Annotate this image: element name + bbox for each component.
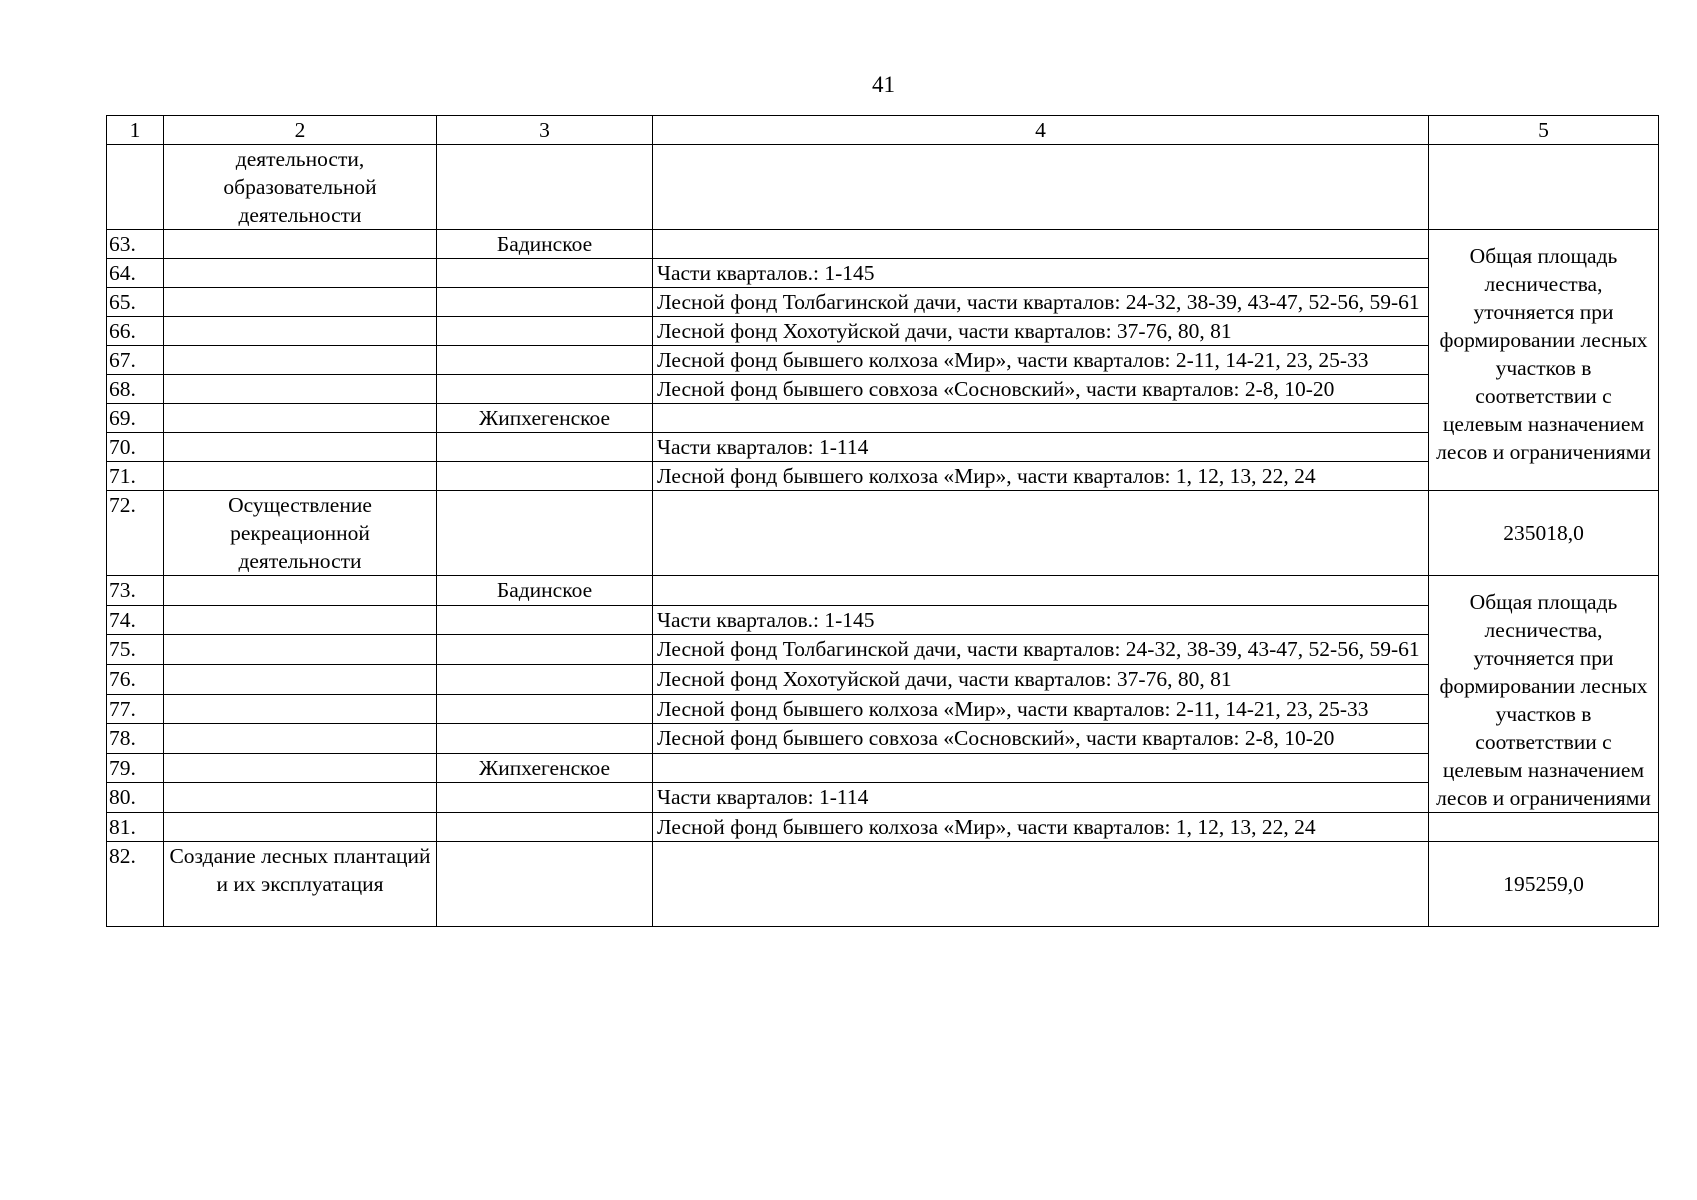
purpose-cell xyxy=(164,404,437,433)
forestry-cell xyxy=(437,433,653,462)
table-row xyxy=(107,576,1659,606)
row-number: 77. xyxy=(107,694,164,724)
location-cell: Лесной фонд Хохотуйской дачи, части кварталов: 37-76, 80, 81 xyxy=(653,317,1429,346)
row-number: 73. xyxy=(107,576,164,606)
forestry-cell: Бадинское xyxy=(437,230,653,259)
purpose-cell xyxy=(164,694,437,724)
table-row xyxy=(107,346,1659,375)
location-cell xyxy=(653,753,1429,783)
forestry-cell xyxy=(437,783,653,813)
location-cell: Лесной фонд Толбагинской дачи, части кварталов: 24-32, 38-39, 43-47, 52-56, 59-61 xyxy=(653,635,1429,665)
purpose-cell xyxy=(164,605,437,635)
location-cell xyxy=(653,145,1429,230)
forestry-cell xyxy=(437,635,653,665)
purpose-cell: Осуществление рекреационной деятельности xyxy=(164,491,437,576)
table-row xyxy=(107,605,1659,635)
forestry-cell xyxy=(437,491,653,576)
area-cell: 235018,0 xyxy=(1429,491,1659,576)
purpose-cell xyxy=(164,783,437,813)
area-cell xyxy=(1429,813,1659,842)
purpose-cell xyxy=(164,230,437,259)
forestry-cell: Жипхегенское xyxy=(437,404,653,433)
location-cell: Части кварталов.: 1-145 xyxy=(653,259,1429,288)
row-number: 80. xyxy=(107,783,164,813)
location-cell: Лесной фонд бывшего колхоза «Мир», части кварталов: 2-11, 14-21, 23, 25-33 xyxy=(653,694,1429,724)
location-cell: Части кварталов.: 1-145 xyxy=(653,605,1429,635)
row-number: 74. xyxy=(107,605,164,635)
area-cell: 195259,0 xyxy=(1429,842,1659,927)
table-row xyxy=(107,259,1659,288)
forestry-cell xyxy=(437,462,653,491)
page-number: 41 xyxy=(872,72,895,97)
purpose-cell xyxy=(164,635,437,665)
purpose-cell xyxy=(164,724,437,754)
row-number: 75. xyxy=(107,635,164,665)
forestry-cell xyxy=(437,317,653,346)
location-cell xyxy=(653,230,1429,259)
location-cell: Лесной фонд бывшего колхоза «Мир», части кварталов: 1, 12, 13, 22, 24 xyxy=(653,462,1429,491)
row-number: 82. xyxy=(107,842,164,927)
area-cell xyxy=(1429,145,1659,230)
purpose-cell: деятельности, образовательной деятельности xyxy=(164,145,437,230)
area-note: Общая площадь лесничества, уточняется при формировании лесных участков в соответствии с целевым назначением лесов и ограничениями xyxy=(1436,244,1651,464)
forestry-cell xyxy=(437,813,653,842)
table-row xyxy=(107,404,1659,433)
row-number: 67. xyxy=(107,346,164,375)
forestry-cell xyxy=(437,375,653,404)
table-row xyxy=(107,230,1659,259)
row-number: 71. xyxy=(107,462,164,491)
location-cell xyxy=(653,576,1429,606)
location-cell: Части кварталов: 1-114 xyxy=(653,783,1429,813)
area-note: Общая площадь лесничества, уточняется при формировании лесных участков в соответствии с целевым назначением лесов и ограничениями xyxy=(1436,590,1651,810)
header-col-1: 1 xyxy=(107,116,164,145)
purpose-cell xyxy=(164,813,437,842)
table-row xyxy=(107,145,1659,230)
table-row xyxy=(107,433,1659,462)
area-note-cell xyxy=(1429,576,1659,813)
purpose-cell xyxy=(164,259,437,288)
location-cell: Лесной фонд бывшего совхоза «Сосновский», части кварталов: 2-8, 10-20 xyxy=(653,724,1429,754)
row-number: 81. xyxy=(107,813,164,842)
forestry-cell xyxy=(437,259,653,288)
row-number: 65. xyxy=(107,288,164,317)
purpose-cell xyxy=(164,288,437,317)
row-number: 72. xyxy=(107,491,164,576)
purpose-cell xyxy=(164,317,437,346)
row-number: 68. xyxy=(107,375,164,404)
location-cell: Лесной фонд Толбагинской дачи, части кварталов: 24-32, 38-39, 43-47, 52-56, 59-61 xyxy=(653,288,1429,317)
purpose-cell xyxy=(164,433,437,462)
table-row xyxy=(107,375,1659,404)
forestry-cell: Жипхегенское xyxy=(437,753,653,783)
table-row xyxy=(107,753,1659,783)
row-number: 79. xyxy=(107,753,164,783)
purpose-cell: Создание лесных плантаций и их эксплуатация xyxy=(164,842,437,927)
header-col-2: 2 xyxy=(164,116,437,145)
table-row xyxy=(107,813,1659,842)
row-number: 69. xyxy=(107,404,164,433)
purpose-cell xyxy=(164,375,437,404)
forest-use-table xyxy=(106,115,1659,927)
forestry-cell xyxy=(437,664,653,694)
row-number: 76. xyxy=(107,664,164,694)
row-number xyxy=(107,145,164,230)
table-row xyxy=(107,664,1659,694)
row-number: 63. xyxy=(107,230,164,259)
row-number: 70. xyxy=(107,433,164,462)
purpose-cell xyxy=(164,346,437,375)
table-row xyxy=(107,635,1659,665)
table-row xyxy=(107,724,1659,754)
purpose-cell xyxy=(164,576,437,606)
forestry-cell xyxy=(437,724,653,754)
purpose-cell xyxy=(164,462,437,491)
forestry-cell: Бадинское xyxy=(437,576,653,606)
location-cell xyxy=(653,842,1429,927)
row-number: 64. xyxy=(107,259,164,288)
table-row xyxy=(107,288,1659,317)
location-cell xyxy=(653,404,1429,433)
forestry-cell xyxy=(437,145,653,230)
row-number: 66. xyxy=(107,317,164,346)
header-col-5: 5 xyxy=(1429,116,1659,145)
location-cell: Лесной фонд бывшего колхоза «Мир», части кварталов: 2-11, 14-21, 23, 25-33 xyxy=(653,346,1429,375)
purpose-cell xyxy=(164,753,437,783)
location-cell: Лесной фонд бывшего колхоза «Мир», части кварталов: 1, 12, 13, 22, 24 xyxy=(653,813,1429,842)
forestry-cell xyxy=(437,842,653,927)
table-row xyxy=(107,491,1659,576)
table-row xyxy=(107,783,1659,813)
purpose-cell xyxy=(164,664,437,694)
table-row xyxy=(107,842,1659,927)
location-cell: Лесной фонд Хохотуйской дачи, части кварталов: 37-76, 80, 81 xyxy=(653,664,1429,694)
forestry-cell xyxy=(437,694,653,724)
forestry-cell xyxy=(437,605,653,635)
table-row xyxy=(107,462,1659,491)
header-row xyxy=(107,116,1659,145)
header-col-4: 4 xyxy=(653,116,1429,145)
table-row xyxy=(107,694,1659,724)
table-row xyxy=(107,317,1659,346)
row-number: 78. xyxy=(107,724,164,754)
forestry-cell xyxy=(437,346,653,375)
header-col-3: 3 xyxy=(437,116,653,145)
location-cell: Части кварталов: 1-114 xyxy=(653,433,1429,462)
location-cell xyxy=(653,491,1429,576)
location-cell: Лесной фонд бывшего совхоза «Сосновский», части кварталов: 2-8, 10-20 xyxy=(653,375,1429,404)
area-note-cell xyxy=(1429,230,1659,491)
forestry-cell xyxy=(437,288,653,317)
